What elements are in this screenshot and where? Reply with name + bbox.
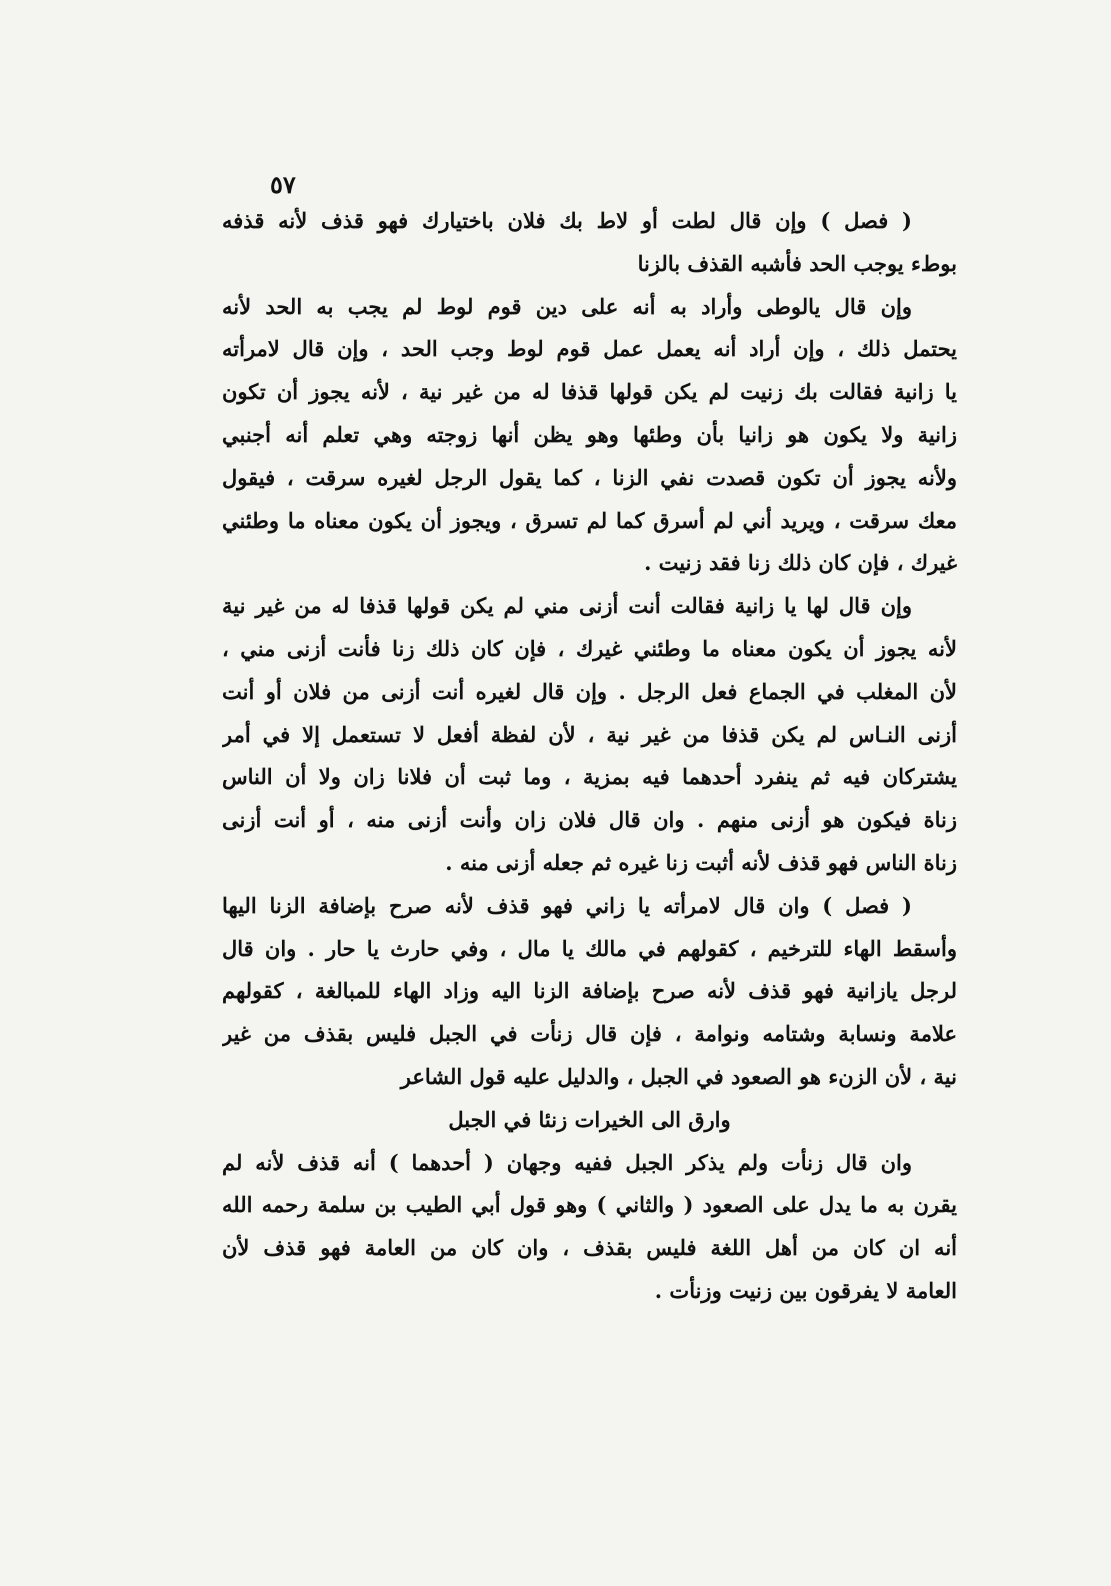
text-line: أنه ان كان من أهل اللغة فليس بقذف ، وان كان من العامة فهو قذف لأن bbox=[222, 1235, 957, 1261]
text-line: يا زانية فقالت بك زنيت لم يكن قولها قذفا له من غير نية ، لأنه يجوز أن تكون bbox=[222, 379, 957, 405]
text-line: وأسقط الهاء للترخيم ، كقولهم في مالك يا مال ، وفي حارث يا حار . وان قال bbox=[222, 935, 957, 961]
text-line: زانية ولا يكون هو زانيا بأن وطئها وهو يظن أنها زوجته وهي تعلم أنه أجنبي bbox=[222, 421, 957, 447]
text-line: وان قال زنأت ولم يذكر الجبل ففيه وجهان ( أحدهما ) أنه قذف لأنه لم bbox=[222, 1149, 912, 1175]
text-line: لرجل يازانية فهو قذف لأنه صرح بإضافة الزنا اليه وزاد الهاء للمبالغة ، كقولهم bbox=[222, 978, 957, 1004]
text-line: يحتمل ذلك ، وإن أراد أنه يعمل عمل قوم لوط وجب الحد ، وإن قال لامرأته bbox=[222, 336, 957, 362]
text-line: لأن المغلب في الجماع فعل الرجل . وإن قال لغيره أنت أزنى من فلان أو أنت bbox=[222, 678, 957, 704]
page-number: ٥٧ bbox=[270, 170, 296, 199]
text-line: ولأنه يجوز أن تكون قصدت نفي الزنا ، كما يقول الرجل لغيره سرقت ، فيقول bbox=[222, 464, 957, 490]
text-line: وإن قال لها يا زانية فقالت أنت أزنى مني لم يكن قولها قذفا له من غير نية bbox=[222, 593, 912, 619]
text-line: أزنى النـاس لم يكن قذفا من غير نية ، لأن لفظة أفعل لا تستعمل إلا في أمر bbox=[222, 721, 957, 747]
text-line: نية ، لأن الزنء هو الصعود في الجبل ، والدليل عليه قول الشاعر bbox=[400, 1063, 957, 1089]
text-line: يشتركان فيه ثم ينفرد أحدهما فيه بمزية ، وما ثبت أن فلانا زان ولا أن الناس bbox=[222, 764, 957, 790]
text-line: ( فصل ) وان قال لامرأته يا زاني فهو قذف لأنه صرح بإضافة الزنا اليها bbox=[222, 892, 912, 918]
text-line: زناة الناس فهو قذف لأنه أثبت زنا غيره ثم جعله أزنى منه . bbox=[445, 849, 957, 875]
text-line: بوطء يوجب الحد فأشبه القذف بالزنا bbox=[637, 250, 957, 276]
body-text bbox=[222, 200, 957, 1313]
text-line: لأنه يجوز أن يكون معناه ما وطئني غيرك ، فإن كان ذلك زنا فأنت أزنى مني ، bbox=[222, 635, 957, 661]
verse-line: وارق الى الخيرات زنئا في الجبل bbox=[448, 1106, 731, 1132]
text-line: يقرن به ما يدل على الصعود ( والثاني ) وهو قول أبي الطيب بن سلمة رحمه الله bbox=[222, 1192, 957, 1218]
text-line: علامة ونسابة وشتامه ونوامة ، فإن قال زنأت في الجبل فليس بقذف من غير bbox=[222, 1021, 957, 1047]
text-line: زناة فيكون هو أزنى منهم . وان قال فلان زان وأنت أزنى منه ، أو أنت أزنى bbox=[222, 807, 957, 833]
text-line: معك سرقت ، ويريد أني لم أسرق كما لم تسرق ، ويجوز أن يكون معناه ما وطئني bbox=[222, 507, 957, 533]
text-line: وإن قال يالوطى وأراد به أنه على دين قوم لوط لم يجب به الحد لأنه bbox=[222, 293, 912, 319]
text-line: غيرك ، فإن كان ذلك زنا فقد زنيت . bbox=[644, 550, 957, 576]
text-line: العامة لا يفرقون بين زنيت وزنأت . bbox=[654, 1277, 957, 1303]
text-line: ( فصل ) وإن قال لطت أو لاط بك فلان باختيارك فهو قذف لأنه قذفه bbox=[222, 208, 912, 233]
